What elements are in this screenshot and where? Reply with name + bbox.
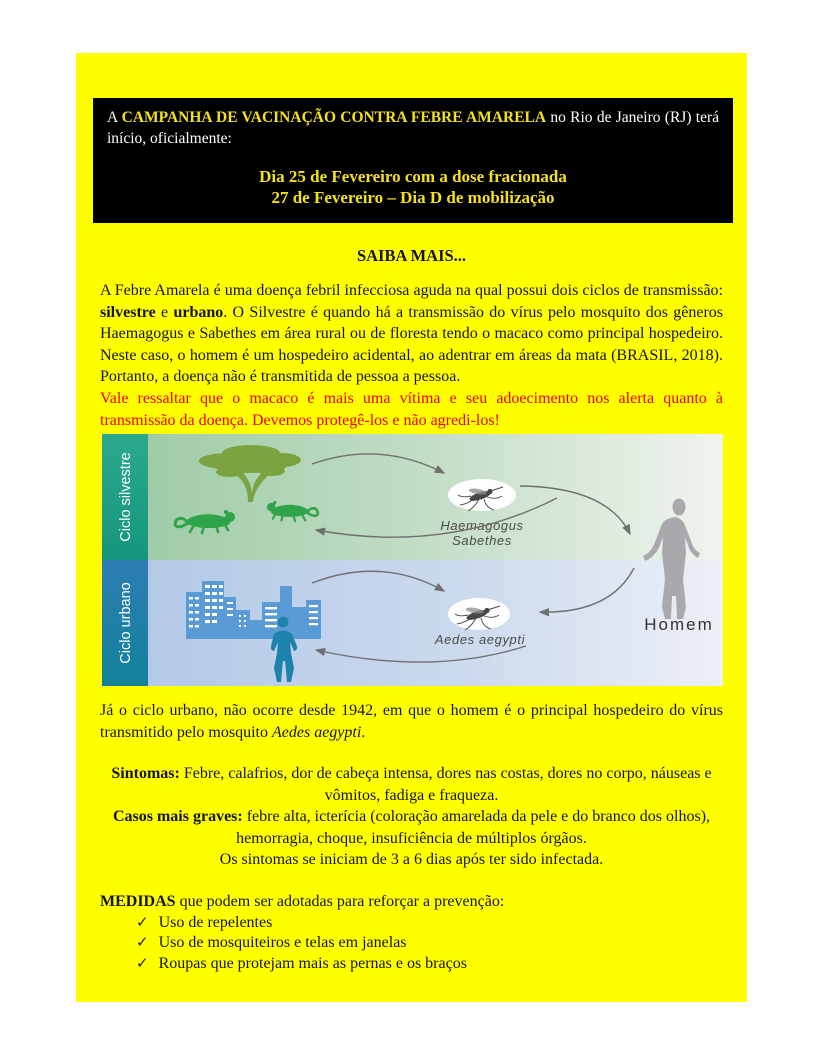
saiba-mais-heading: SAIBA MAIS...: [356, 246, 467, 265]
campaign-dates: [107, 166, 719, 208]
intro-bold-silvestre: silvestre: [100, 303, 156, 321]
urban-seg2: .: [361, 723, 366, 741]
measures-lead: [100, 891, 723, 912]
measures-block: [100, 891, 723, 974]
flyer-sheet: [76, 53, 747, 1002]
measure-item: [100, 933, 723, 953]
check-icon: ✓: [136, 933, 149, 952]
measure-item-text: Roupas que protejam mais as pernas e os braços: [158, 954, 467, 972]
homem-label: Homem: [644, 615, 714, 635]
measure-item: [100, 913, 723, 933]
urban-italic-species: Aedes aegypti: [272, 723, 362, 741]
mosquito-silvestre-label-line2: Sabethes: [452, 533, 512, 549]
symptoms-paragraph: [100, 763, 723, 806]
severe-cases-paragraph: [100, 806, 723, 849]
severe-cases-text: febre alta, icterícia (coloração amarelada da pele e do branco dos olhos), hemorragia, choque, insuficiência de múltiplos órgãos.: [236, 808, 711, 847]
campaign-intro-prefix: A: [107, 109, 122, 126]
campaign-date-line1: Dia 25 de Fevereiro com a dose fracionada: [259, 167, 567, 186]
intro-seg1: A Febre Amarela é uma doença febril infecciosa aguda na qual possui dois ciclos de transmissão:: [100, 282, 723, 299]
header-box: [93, 98, 733, 223]
urban-cycle-paragraph: [100, 700, 723, 743]
mosquito-silvestre-label-line1: Haemagogus: [440, 518, 524, 534]
campaign-intro: [107, 107, 719, 149]
measure-item-text: Uso de repelentes: [158, 913, 273, 931]
measure-item: [100, 954, 723, 974]
urbano-strip-label: Ciclo urbano: [118, 582, 134, 664]
measures-label: MEDIDAS: [100, 892, 176, 910]
measures-lead-text: que podem ser adotadas para reforçar a prevenção:: [175, 892, 505, 910]
intro-bold-urbano: urbano: [173, 303, 224, 321]
transmission-cycle-diagram: [102, 434, 723, 686]
intro-paragraph: [100, 280, 723, 388]
symptoms-text: Febre, calafrios, dor de cabeça intensa, dores nas costas, dores no corpo, náuseas e vômitos, fadiga e fraqueza.: [179, 765, 712, 804]
symptoms-label: Sintomas:: [111, 765, 180, 783]
intro-seg2: e: [155, 303, 174, 321]
symptoms-block: [100, 763, 723, 871]
silvestre-strip-label: Ciclo silvestre: [118, 452, 134, 542]
campaign-intro-suffix: no Rio de Janeiro (RJ) terá início, oficialmente:: [107, 109, 719, 147]
warning-paragraph: Vale ressaltar que o macaco é mais uma vítima e seu adoecimento nos alerta quanto à transmissão da doença. Devemos protegê-los e não agredi-los!: [100, 389, 723, 429]
mosquito-urbano-label: Aedes aegypti: [434, 632, 526, 648]
measure-item-text: Uso de mosquiteiros e telas em janelas: [158, 934, 407, 952]
check-icon: ✓: [136, 912, 149, 931]
campaign-date-line2: 27 de Fevereiro – Dia D de mobilização: [271, 188, 555, 207]
intro-seg3: . O Silvestre é quando há a transmissão do vírus pelo mosquito dos gêneros Haemagogus e Sabethes em área rural ou de floresta tendo o macaco como principal hospedeiro. Neste caso, o homem é um hospedeiro acidental, ao adentrar em áreas da mata (BRASIL, 2018). Portanto, a doença não é transmitida de pessoa a pessoa.: [100, 303, 723, 386]
severe-cases-label: Casos mais graves:: [112, 808, 243, 826]
check-icon: ✓: [136, 953, 149, 972]
campaign-name: CAMPANHA DE VACINAÇÃO CONTRA FEBRE AMARELA: [121, 109, 547, 126]
onset-paragraph: Os sintomas se iniciam de 3 a 6 dias após ter sido infectada.: [219, 851, 604, 869]
urban-seg1: Já o ciclo urbano, não ocorre desde 1942, em que o homem é o principal hospedeiro do vírus transmitido pelo mosquito: [100, 702, 723, 741]
